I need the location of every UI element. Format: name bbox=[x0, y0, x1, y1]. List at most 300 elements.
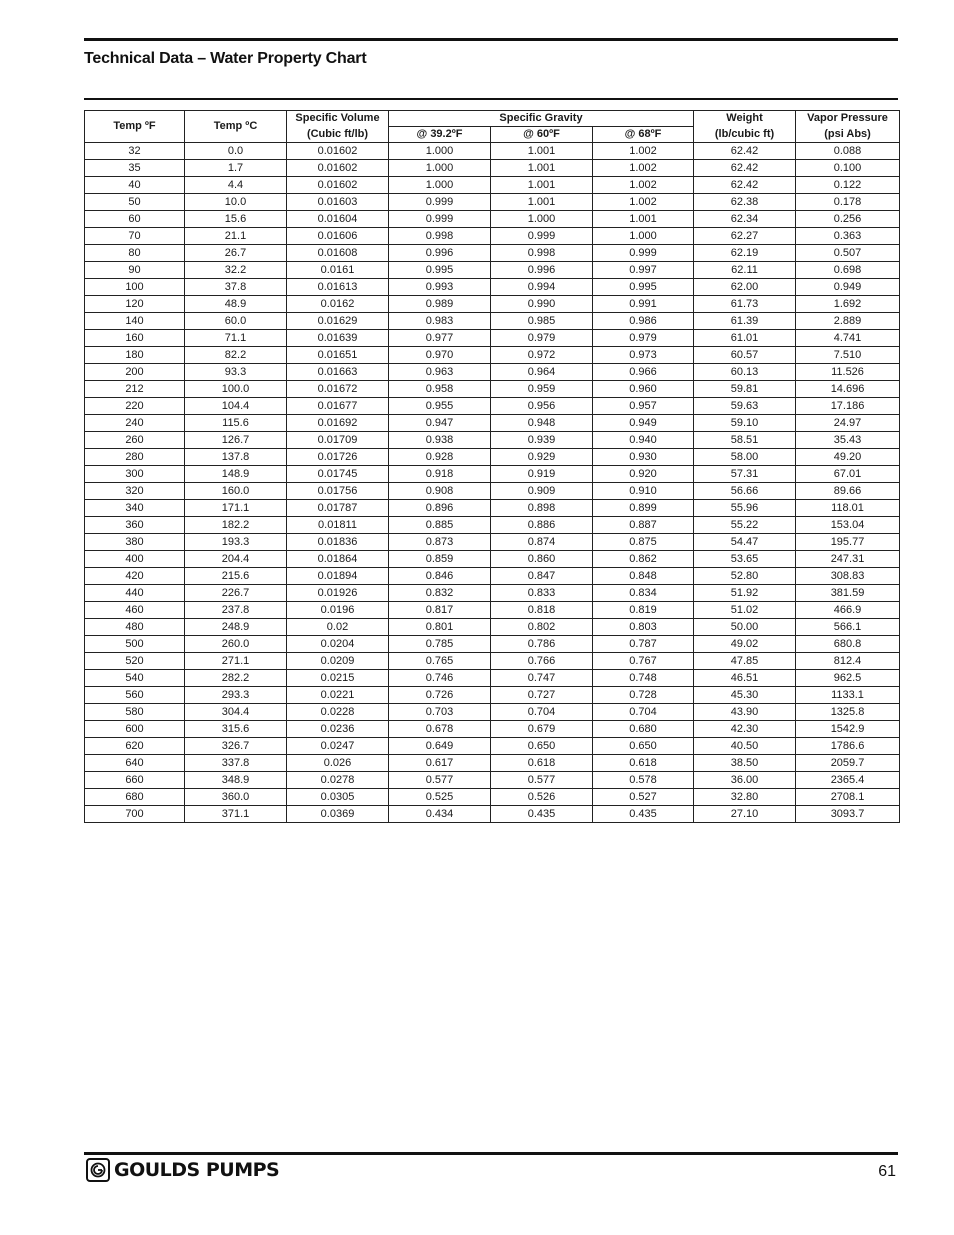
cell-vapor-pressure: 247.31 bbox=[796, 551, 900, 568]
table-row bbox=[85, 619, 900, 636]
cell-sg-68: 0.940 bbox=[593, 432, 694, 449]
cell-temp-f: 380 bbox=[85, 534, 185, 551]
cell-sg-68: 0.527 bbox=[593, 789, 694, 806]
cell-specific-volume: 0.0215 bbox=[287, 670, 389, 687]
table-row bbox=[85, 806, 900, 823]
cell-temp-f: 640 bbox=[85, 755, 185, 772]
table-row bbox=[85, 602, 900, 619]
cell-sg-60: 0.802 bbox=[491, 619, 593, 636]
cell-sg-39: 0.765 bbox=[389, 653, 491, 670]
table-row bbox=[85, 398, 900, 415]
cell-vapor-pressure: 1133.1 bbox=[796, 687, 900, 704]
cell-specific-volume: 0.01639 bbox=[287, 330, 389, 347]
cell-sg-60: 0.833 bbox=[491, 585, 593, 602]
cell-sg-60: 0.990 bbox=[491, 296, 593, 313]
cell-sg-68: 0.966 bbox=[593, 364, 694, 381]
cell-specific-volume: 0.01787 bbox=[287, 500, 389, 517]
cell-sg-68: 0.910 bbox=[593, 483, 694, 500]
cell-sg-39: 0.999 bbox=[389, 194, 491, 211]
cell-sg-60: 0.996 bbox=[491, 262, 593, 279]
cell-sg-39: 0.977 bbox=[389, 330, 491, 347]
cell-sg-68: 0.578 bbox=[593, 772, 694, 789]
cell-weight: 32.80 bbox=[694, 789, 796, 806]
table-row bbox=[85, 381, 900, 398]
cell-temp-f: 240 bbox=[85, 415, 185, 432]
cell-weight: 59.10 bbox=[694, 415, 796, 432]
cell-sg-39: 0.525 bbox=[389, 789, 491, 806]
cell-sg-39: 0.649 bbox=[389, 738, 491, 755]
cell-temp-f: 40 bbox=[85, 177, 185, 194]
cell-sg-68: 0.995 bbox=[593, 279, 694, 296]
cell-specific-volume: 0.026 bbox=[287, 755, 389, 772]
cell-temp-f: 212 bbox=[85, 381, 185, 398]
cell-temp-c: 4.4 bbox=[185, 177, 287, 194]
cell-sg-39: 0.785 bbox=[389, 636, 491, 653]
cell-temp-c: 21.1 bbox=[185, 228, 287, 245]
cell-weight: 36.00 bbox=[694, 772, 796, 789]
cell-temp-c: 204.4 bbox=[185, 551, 287, 568]
cell-specific-volume: 0.01709 bbox=[287, 432, 389, 449]
cell-temp-c: 126.7 bbox=[185, 432, 287, 449]
cell-weight: 57.31 bbox=[694, 466, 796, 483]
cell-temp-f: 420 bbox=[85, 568, 185, 585]
cell-sg-39: 0.983 bbox=[389, 313, 491, 330]
cell-vapor-pressure: 680.8 bbox=[796, 636, 900, 653]
cell-temp-c: 304.4 bbox=[185, 704, 287, 721]
cell-sg-39: 0.434 bbox=[389, 806, 491, 823]
cell-weight: 51.92 bbox=[694, 585, 796, 602]
cell-temp-c: 48.9 bbox=[185, 296, 287, 313]
cell-sg-60: 1.000 bbox=[491, 211, 593, 228]
cell-specific-volume: 0.0204 bbox=[287, 636, 389, 653]
cell-sg-39: 0.896 bbox=[389, 500, 491, 517]
cell-sg-68: 0.787 bbox=[593, 636, 694, 653]
cell-specific-volume: 0.01692 bbox=[287, 415, 389, 432]
water-property-table bbox=[84, 110, 900, 823]
table-row bbox=[85, 296, 900, 313]
cell-specific-volume: 0.0228 bbox=[287, 704, 389, 721]
cell-sg-68: 0.997 bbox=[593, 262, 694, 279]
cell-sg-60: 0.860 bbox=[491, 551, 593, 568]
cell-temp-c: 271.1 bbox=[185, 653, 287, 670]
cell-weight: 40.50 bbox=[694, 738, 796, 755]
cell-sg-39: 0.963 bbox=[389, 364, 491, 381]
cell-weight: 53.65 bbox=[694, 551, 796, 568]
cell-sg-60: 0.766 bbox=[491, 653, 593, 670]
cell-weight: 52.80 bbox=[694, 568, 796, 585]
cell-weight: 61.01 bbox=[694, 330, 796, 347]
header-specific-gravity: Specific Gravity bbox=[389, 111, 694, 127]
cell-vapor-pressure: 4.741 bbox=[796, 330, 900, 347]
cell-temp-c: 337.8 bbox=[185, 755, 287, 772]
cell-temp-c: 326.7 bbox=[185, 738, 287, 755]
table-row bbox=[85, 347, 900, 364]
cell-temp-c: 182.2 bbox=[185, 517, 287, 534]
cell-weight: 62.42 bbox=[694, 177, 796, 194]
cell-temp-c: 60.0 bbox=[185, 313, 287, 330]
cell-vapor-pressure: 962.5 bbox=[796, 670, 900, 687]
header-vapor-pressure-unit: (psi Abs) bbox=[796, 127, 900, 143]
cell-temp-f: 50 bbox=[85, 194, 185, 211]
cell-sg-68: 0.704 bbox=[593, 704, 694, 721]
cell-sg-39: 0.859 bbox=[389, 551, 491, 568]
cell-vapor-pressure: 7.510 bbox=[796, 347, 900, 364]
cell-sg-68: 0.949 bbox=[593, 415, 694, 432]
cell-sg-68: 1.002 bbox=[593, 177, 694, 194]
cell-specific-volume: 0.01726 bbox=[287, 449, 389, 466]
cell-sg-60: 0.999 bbox=[491, 228, 593, 245]
cell-sg-60: 0.435 bbox=[491, 806, 593, 823]
cell-temp-f: 560 bbox=[85, 687, 185, 704]
table-row bbox=[85, 534, 900, 551]
cell-specific-volume: 0.0305 bbox=[287, 789, 389, 806]
cell-temp-c: 315.6 bbox=[185, 721, 287, 738]
table-row bbox=[85, 636, 900, 653]
cell-sg-39: 0.617 bbox=[389, 755, 491, 772]
cell-sg-39: 0.832 bbox=[389, 585, 491, 602]
cell-weight: 62.42 bbox=[694, 160, 796, 177]
cell-temp-f: 520 bbox=[85, 653, 185, 670]
cell-sg-68: 0.957 bbox=[593, 398, 694, 415]
cell-sg-68: 0.875 bbox=[593, 534, 694, 551]
cell-specific-volume: 0.01602 bbox=[287, 143, 389, 160]
cell-weight: 47.85 bbox=[694, 653, 796, 670]
cell-sg-60: 0.704 bbox=[491, 704, 593, 721]
cell-sg-68: 0.819 bbox=[593, 602, 694, 619]
cell-temp-c: 100.0 bbox=[185, 381, 287, 398]
cell-temp-c: 226.7 bbox=[185, 585, 287, 602]
cell-sg-60: 0.939 bbox=[491, 432, 593, 449]
cell-sg-60: 0.526 bbox=[491, 789, 593, 806]
cell-weight: 62.27 bbox=[694, 228, 796, 245]
cell-sg-39: 0.873 bbox=[389, 534, 491, 551]
cell-sg-39: 0.918 bbox=[389, 466, 491, 483]
cell-sg-60: 1.001 bbox=[491, 177, 593, 194]
cell-sg-68: 0.848 bbox=[593, 568, 694, 585]
cell-specific-volume: 0.01663 bbox=[287, 364, 389, 381]
cell-sg-39: 0.678 bbox=[389, 721, 491, 738]
cell-temp-c: 148.9 bbox=[185, 466, 287, 483]
cell-vapor-pressure: 2.889 bbox=[796, 313, 900, 330]
table-row bbox=[85, 755, 900, 772]
cell-weight: 55.22 bbox=[694, 517, 796, 534]
goulds-pumps-logo bbox=[86, 1158, 279, 1182]
cell-sg-60: 0.919 bbox=[491, 466, 593, 483]
cell-temp-c: 348.9 bbox=[185, 772, 287, 789]
cell-temp-f: 280 bbox=[85, 449, 185, 466]
cell-temp-c: 115.6 bbox=[185, 415, 287, 432]
cell-sg-60: 0.994 bbox=[491, 279, 593, 296]
table-row bbox=[85, 500, 900, 517]
cell-sg-39: 0.885 bbox=[389, 517, 491, 534]
cell-vapor-pressure: 67.01 bbox=[796, 466, 900, 483]
header-temp-f: Temp ºF bbox=[85, 111, 185, 143]
table-row bbox=[85, 262, 900, 279]
header-sg-68: @ 68ºF bbox=[593, 127, 694, 143]
cell-sg-39: 0.955 bbox=[389, 398, 491, 415]
cell-temp-c: 282.2 bbox=[185, 670, 287, 687]
cell-sg-39: 0.801 bbox=[389, 619, 491, 636]
table-row bbox=[85, 772, 900, 789]
table-row bbox=[85, 143, 900, 160]
cell-weight: 55.96 bbox=[694, 500, 796, 517]
cell-weight: 56.66 bbox=[694, 483, 796, 500]
cell-specific-volume: 0.0161 bbox=[287, 262, 389, 279]
cell-temp-f: 320 bbox=[85, 483, 185, 500]
cell-vapor-pressure: 1786.6 bbox=[796, 738, 900, 755]
cell-specific-volume: 0.01926 bbox=[287, 585, 389, 602]
cell-vapor-pressure: 566.1 bbox=[796, 619, 900, 636]
cell-sg-68: 0.960 bbox=[593, 381, 694, 398]
table-row bbox=[85, 466, 900, 483]
cell-sg-68: 1.002 bbox=[593, 143, 694, 160]
cell-weight: 50.00 bbox=[694, 619, 796, 636]
cell-weight: 58.51 bbox=[694, 432, 796, 449]
table-row bbox=[85, 568, 900, 585]
table-row bbox=[85, 177, 900, 194]
cell-vapor-pressure: 0.698 bbox=[796, 262, 900, 279]
cell-temp-c: 171.1 bbox=[185, 500, 287, 517]
cell-temp-f: 180 bbox=[85, 347, 185, 364]
cell-specific-volume: 0.01864 bbox=[287, 551, 389, 568]
cell-sg-39: 1.000 bbox=[389, 160, 491, 177]
cell-sg-68: 1.001 bbox=[593, 211, 694, 228]
table-row bbox=[85, 313, 900, 330]
cell-sg-68: 0.920 bbox=[593, 466, 694, 483]
cell-sg-68: 0.887 bbox=[593, 517, 694, 534]
cell-specific-volume: 0.0196 bbox=[287, 602, 389, 619]
cell-sg-60: 0.679 bbox=[491, 721, 593, 738]
cell-temp-c: 32.2 bbox=[185, 262, 287, 279]
cell-sg-60: 1.001 bbox=[491, 160, 593, 177]
cell-vapor-pressure: 0.088 bbox=[796, 143, 900, 160]
cell-specific-volume: 0.01745 bbox=[287, 466, 389, 483]
cell-sg-60: 0.786 bbox=[491, 636, 593, 653]
cell-vapor-pressure: 0.507 bbox=[796, 245, 900, 262]
cell-temp-f: 480 bbox=[85, 619, 185, 636]
cell-sg-68: 0.728 bbox=[593, 687, 694, 704]
table-row bbox=[85, 330, 900, 347]
cell-sg-39: 0.938 bbox=[389, 432, 491, 449]
header-temp-c: Temp ºC bbox=[185, 111, 287, 143]
cell-sg-68: 1.000 bbox=[593, 228, 694, 245]
cell-temp-c: 293.3 bbox=[185, 687, 287, 704]
cell-temp-f: 35 bbox=[85, 160, 185, 177]
cell-vapor-pressure: 49.20 bbox=[796, 449, 900, 466]
cell-sg-39: 0.908 bbox=[389, 483, 491, 500]
table-row bbox=[85, 211, 900, 228]
cell-sg-39: 1.000 bbox=[389, 143, 491, 160]
top-rule bbox=[84, 38, 898, 41]
header-weight: Weight bbox=[694, 111, 796, 127]
cell-temp-c: 0.0 bbox=[185, 143, 287, 160]
cell-temp-c: 37.8 bbox=[185, 279, 287, 296]
cell-vapor-pressure: 24.97 bbox=[796, 415, 900, 432]
cell-sg-68: 0.435 bbox=[593, 806, 694, 823]
cell-weight: 59.63 bbox=[694, 398, 796, 415]
cell-temp-c: 248.9 bbox=[185, 619, 287, 636]
cell-sg-60: 0.747 bbox=[491, 670, 593, 687]
cell-sg-68: 0.803 bbox=[593, 619, 694, 636]
table-row bbox=[85, 653, 900, 670]
cell-temp-f: 200 bbox=[85, 364, 185, 381]
cell-specific-volume: 0.01602 bbox=[287, 177, 389, 194]
cell-sg-39: 0.998 bbox=[389, 228, 491, 245]
cell-sg-39: 0.993 bbox=[389, 279, 491, 296]
cell-temp-c: 237.8 bbox=[185, 602, 287, 619]
cell-specific-volume: 0.01604 bbox=[287, 211, 389, 228]
cell-sg-60: 0.979 bbox=[491, 330, 593, 347]
header-vapor-pressure: Vapor Pressure bbox=[796, 111, 900, 127]
cell-temp-f: 580 bbox=[85, 704, 185, 721]
cell-vapor-pressure: 812.4 bbox=[796, 653, 900, 670]
cell-vapor-pressure: 0.363 bbox=[796, 228, 900, 245]
cell-sg-39: 0.928 bbox=[389, 449, 491, 466]
cell-specific-volume: 0.01677 bbox=[287, 398, 389, 415]
table-row bbox=[85, 432, 900, 449]
cell-sg-39: 0.970 bbox=[389, 347, 491, 364]
cell-sg-68: 0.862 bbox=[593, 551, 694, 568]
cell-specific-volume: 0.01894 bbox=[287, 568, 389, 585]
cell-weight: 62.38 bbox=[694, 194, 796, 211]
cell-sg-60: 0.818 bbox=[491, 602, 593, 619]
cell-specific-volume: 0.01606 bbox=[287, 228, 389, 245]
cell-temp-f: 32 bbox=[85, 143, 185, 160]
header-sg-39: @ 39.2ºF bbox=[389, 127, 491, 143]
goulds-logo-icon bbox=[86, 1158, 110, 1182]
cell-vapor-pressure: 0.256 bbox=[796, 211, 900, 228]
cell-vapor-pressure: 381.59 bbox=[796, 585, 900, 602]
table-row bbox=[85, 245, 900, 262]
cell-specific-volume: 0.0209 bbox=[287, 653, 389, 670]
cell-weight: 46.51 bbox=[694, 670, 796, 687]
cell-temp-f: 140 bbox=[85, 313, 185, 330]
cell-sg-68: 0.930 bbox=[593, 449, 694, 466]
cell-sg-60: 0.929 bbox=[491, 449, 593, 466]
table-row bbox=[85, 551, 900, 568]
cell-sg-60: 0.727 bbox=[491, 687, 593, 704]
cell-vapor-pressure: 0.100 bbox=[796, 160, 900, 177]
cell-vapor-pressure: 14.696 bbox=[796, 381, 900, 398]
cell-vapor-pressure: 1.692 bbox=[796, 296, 900, 313]
cell-weight: 54.47 bbox=[694, 534, 796, 551]
cell-sg-60: 0.998 bbox=[491, 245, 593, 262]
cell-sg-60: 0.909 bbox=[491, 483, 593, 500]
cell-sg-60: 1.001 bbox=[491, 194, 593, 211]
cell-temp-f: 300 bbox=[85, 466, 185, 483]
cell-temp-c: 371.1 bbox=[185, 806, 287, 823]
cell-weight: 43.90 bbox=[694, 704, 796, 721]
cell-temp-c: 71.1 bbox=[185, 330, 287, 347]
cell-temp-f: 100 bbox=[85, 279, 185, 296]
cell-temp-f: 220 bbox=[85, 398, 185, 415]
table-top-rule bbox=[84, 98, 898, 100]
cell-temp-c: 10.0 bbox=[185, 194, 287, 211]
cell-specific-volume: 0.01602 bbox=[287, 160, 389, 177]
cell-vapor-pressure: 17.186 bbox=[796, 398, 900, 415]
cell-vapor-pressure: 11.526 bbox=[796, 364, 900, 381]
cell-temp-f: 360 bbox=[85, 517, 185, 534]
cell-vapor-pressure: 89.66 bbox=[796, 483, 900, 500]
cell-sg-60: 0.972 bbox=[491, 347, 593, 364]
cell-vapor-pressure: 2708.1 bbox=[796, 789, 900, 806]
cell-specific-volume: 0.01603 bbox=[287, 194, 389, 211]
cell-specific-volume: 0.01756 bbox=[287, 483, 389, 500]
cell-sg-39: 0.846 bbox=[389, 568, 491, 585]
cell-sg-68: 1.002 bbox=[593, 194, 694, 211]
cell-vapor-pressure: 2059.7 bbox=[796, 755, 900, 772]
cell-sg-68: 0.973 bbox=[593, 347, 694, 364]
header-sg-60: @ 60ºF bbox=[491, 127, 593, 143]
cell-weight: 61.73 bbox=[694, 296, 796, 313]
cell-weight: 62.34 bbox=[694, 211, 796, 228]
cell-temp-c: 1.7 bbox=[185, 160, 287, 177]
cell-temp-c: 360.0 bbox=[185, 789, 287, 806]
cell-weight: 58.00 bbox=[694, 449, 796, 466]
cell-temp-f: 600 bbox=[85, 721, 185, 738]
table-row bbox=[85, 789, 900, 806]
cell-specific-volume: 0.01608 bbox=[287, 245, 389, 262]
cell-sg-60: 0.886 bbox=[491, 517, 593, 534]
cell-weight: 38.50 bbox=[694, 755, 796, 772]
table-row bbox=[85, 483, 900, 500]
cell-temp-f: 70 bbox=[85, 228, 185, 245]
cell-temp-f: 700 bbox=[85, 806, 185, 823]
cell-specific-volume: 0.01651 bbox=[287, 347, 389, 364]
cell-sg-39: 0.703 bbox=[389, 704, 491, 721]
cell-vapor-pressure: 1325.8 bbox=[796, 704, 900, 721]
cell-weight: 62.42 bbox=[694, 143, 796, 160]
cell-vapor-pressure: 308.83 bbox=[796, 568, 900, 585]
table-row bbox=[85, 449, 900, 466]
cell-sg-60: 1.001 bbox=[491, 143, 593, 160]
cell-weight: 60.13 bbox=[694, 364, 796, 381]
header-weight-unit: (lb/cubic ft) bbox=[694, 127, 796, 143]
cell-temp-f: 260 bbox=[85, 432, 185, 449]
cell-vapor-pressure: 118.01 bbox=[796, 500, 900, 517]
table-row bbox=[85, 585, 900, 602]
table-row bbox=[85, 721, 900, 738]
cell-temp-f: 500 bbox=[85, 636, 185, 653]
cell-temp-c: 193.3 bbox=[185, 534, 287, 551]
cell-sg-60: 0.964 bbox=[491, 364, 593, 381]
cell-sg-60: 0.956 bbox=[491, 398, 593, 415]
cell-sg-68: 0.680 bbox=[593, 721, 694, 738]
cell-sg-68: 0.979 bbox=[593, 330, 694, 347]
cell-sg-60: 0.577 bbox=[491, 772, 593, 789]
table-row bbox=[85, 160, 900, 177]
table-row bbox=[85, 738, 900, 755]
cell-temp-c: 93.3 bbox=[185, 364, 287, 381]
cell-sg-68: 0.986 bbox=[593, 313, 694, 330]
cell-sg-60: 0.847 bbox=[491, 568, 593, 585]
cell-sg-68: 1.002 bbox=[593, 160, 694, 177]
cell-temp-f: 620 bbox=[85, 738, 185, 755]
cell-sg-39: 1.000 bbox=[389, 177, 491, 194]
cell-sg-60: 0.959 bbox=[491, 381, 593, 398]
cell-sg-60: 0.618 bbox=[491, 755, 593, 772]
cell-temp-c: 137.8 bbox=[185, 449, 287, 466]
cell-temp-f: 660 bbox=[85, 772, 185, 789]
table-row bbox=[85, 364, 900, 381]
cell-sg-39: 0.817 bbox=[389, 602, 491, 619]
table-row bbox=[85, 415, 900, 432]
cell-temp-f: 440 bbox=[85, 585, 185, 602]
cell-sg-60: 0.898 bbox=[491, 500, 593, 517]
cell-sg-39: 0.746 bbox=[389, 670, 491, 687]
cell-sg-39: 0.999 bbox=[389, 211, 491, 228]
table-row bbox=[85, 670, 900, 687]
